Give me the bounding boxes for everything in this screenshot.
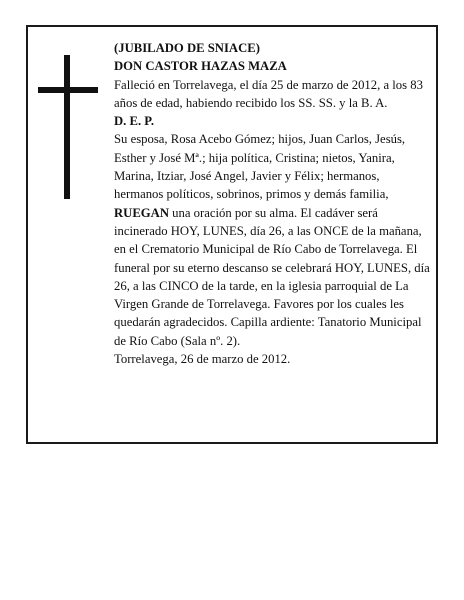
ruegan-label: RUEGAN [114,205,169,220]
cross-vertical-bar [64,55,70,199]
deceased-name: DON CASTOR HAZAS MAZA [114,59,287,74]
place-date: Torrelavega, 26 de marzo de 2012. [114,352,291,367]
ruegan-paragraph [114,204,430,350]
obituary-notice [26,25,438,444]
dep-line: D. E. P. [114,114,155,129]
cross-icon [38,55,98,199]
death-info: Falleció en Torrelavega, el día 25 de marzo de 2012, a los 83 años de edad, habiendo recibido los SS. SS. y la B. A. [114,77,423,110]
family-paragraph: Su esposa, Rosa Acebo Gómez; hijos, Juan Carlos, Jesús, Esther y José Mª.; hija política, Cristina; nietos, Yanira, Marina, Itziar, José Angel, Javier y Félix; hermanos, hermanos políticos, sobrinos, primos y demás familia, [114,132,406,202]
ruegan-text: una oración por su alma. El cadáver será incinerado HOY, LUNES, día 26, a las ONCE de la mañana, en el Crematorio Municipal de Río Cabo de Torrelavega. El funeral por su eterno descanso se celebrará HOY, LUNES, día 26, a las CINCO de la tarde, en la iglesia parroquial de La Virgen Grande de Torrelavega. Favores por los cuales les quedarán agradecidos. Capilla ardiente: Tanatorio Municipal de Río Cabo (Sala nº. 2). [114,205,430,348]
header-note: (JUBILADO DE SNIACE) [114,41,260,55]
cross-horizontal-bar [38,87,98,93]
notice-text [114,39,430,368]
